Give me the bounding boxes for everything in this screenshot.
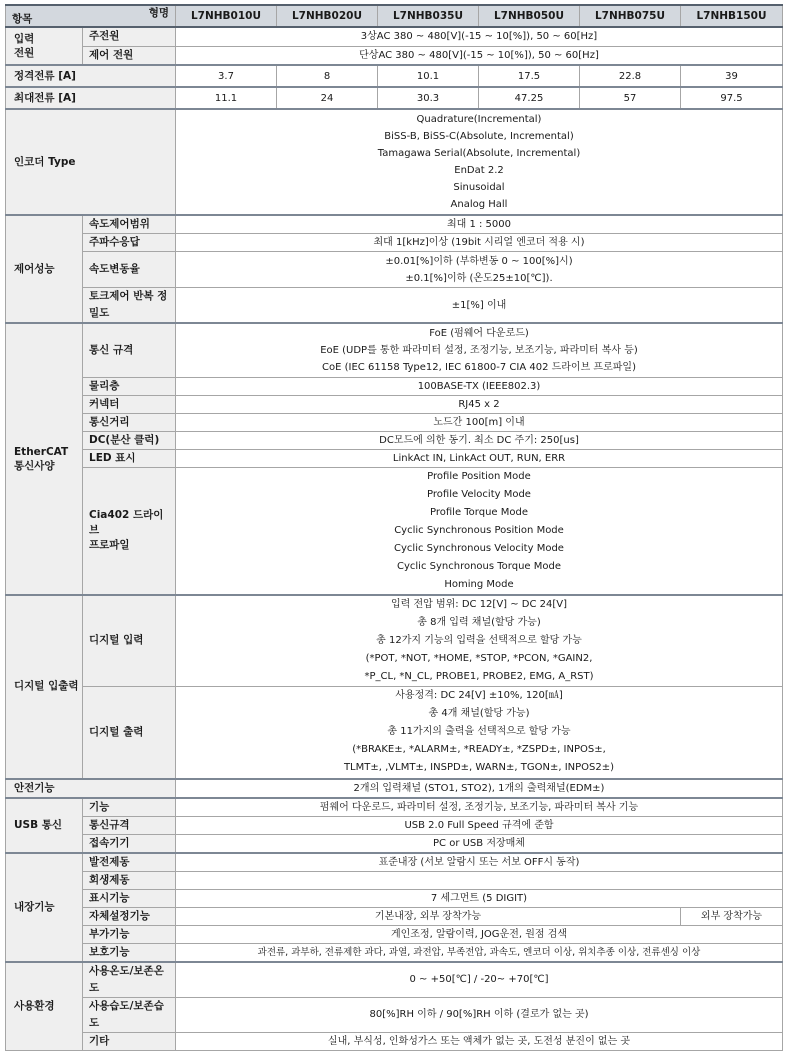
rated-current-label: 정격전류 [A]: [6, 65, 176, 87]
input-power-main-row: [6, 27, 783, 46]
dynamic-brake-label: 발전제동: [83, 853, 176, 872]
builtin-label: 내장기능: [6, 853, 83, 962]
self-setting-value: 기본내장, 외부 장착가능: [176, 907, 681, 925]
speed-variation-line: ±0.1[%]이하 (온도25±10[℃]).: [405, 272, 553, 284]
speed-variation-row: [6, 252, 783, 288]
digital-output-line: 사용정격: DC 24[V] ±10%, 120[㎃]: [395, 690, 563, 702]
max-current-row: [6, 87, 783, 109]
temperature-label: 사용온도/보존온도: [83, 962, 176, 998]
main-power-label: 주전원: [83, 27, 176, 46]
rated-current-value: 8: [277, 65, 378, 87]
comm-distance-value: 노드간 100[m] 이내: [176, 413, 783, 431]
led-value: LinkAct IN, LinkAct OUT, RUN, ERR: [176, 449, 783, 467]
cia402-mode: Cyclic Synchronous Velocity Mode: [394, 542, 564, 554]
humidity-value: 80[%]RH 이하 / 90[%]RH 이하 (결로가 없는 곳): [176, 997, 783, 1032]
additional-label: 부가기능: [83, 925, 176, 943]
self-setting-label: 자체설정기능: [83, 907, 176, 925]
control-power-value: 단상AC 380 ~ 480[V](-15 ~ 10[%]), 50 ~ 60[Hz]: [176, 46, 783, 65]
usb-label: USB 통신: [6, 798, 83, 853]
digital-input-label: 디지털 입력: [83, 595, 176, 687]
digital-output-line: TLMT±, ,VLMT±, INSPD±, WARN±, TGON±, INPOS2±): [343, 762, 615, 774]
comm-standard-line: CoE (IEC 61158 Type12, IEC 61800-7 CIA 402 드라이브 프로파일): [322, 361, 636, 373]
digital-input-line: 총 8개 입력 채널(할당 가능): [417, 616, 541, 628]
model-name: L7NHB150U: [681, 5, 783, 27]
digital-output-line: 총 4개 채널(할당 가능): [428, 708, 530, 720]
speed-range-row: [6, 215, 783, 234]
speed-range-label: 속도제어범위: [83, 215, 176, 234]
display-value: 7 세그먼트 (5 DIGIT): [176, 889, 783, 907]
speed-range-value: 최대 1 : 5000: [176, 215, 783, 234]
display-label: 표시기능: [83, 889, 176, 907]
safety-row: [6, 779, 783, 798]
cia402-label: Cia402 드라이브 프로파일: [83, 467, 176, 595]
comm-standard-line: FoE (펌웨어 다운로드): [429, 327, 529, 339]
usb-device-label: 접속기기: [83, 834, 176, 853]
digital-output-value: [176, 687, 783, 779]
spec-table: [5, 4, 783, 1051]
other-row: [6, 1032, 783, 1050]
other-value: 실내, 부식성, 인화성가스 또는 액체가 없는 곳, 도전성 분진이 없는 곳: [176, 1032, 783, 1050]
cia402-mode: Homing Mode: [444, 578, 514, 590]
usb-standard-value: USB 2.0 Full Speed 규격에 준함: [176, 816, 783, 834]
rated-current-value: 22.8: [580, 65, 681, 87]
usb-device-value: PC or USB 저장매체: [176, 834, 783, 853]
input-power-label: 입력 전원: [6, 27, 83, 65]
protection-value: 과전류, 과부하, 전류제한 과다, 과열, 과전압, 부족전압, 과속도, 엔코더 이상, 위치추종 이상, 전류센싱 이상: [176, 943, 783, 962]
dynamic-brake-value: 표준내장 (서보 알람시 또는 서보 OFF시 동작): [176, 853, 783, 872]
digital-input-row: [6, 595, 783, 687]
usb-standard-label: 통신규격: [83, 816, 176, 834]
cia402-row: [6, 467, 783, 595]
rated-current-value: 39: [681, 65, 783, 87]
display-row: [6, 889, 783, 907]
self-setting-row: [6, 907, 783, 925]
led-label: LED 표시: [83, 449, 176, 467]
physical-layer-label: 물리층: [83, 377, 176, 395]
protection-label: 보호기능: [83, 943, 176, 962]
speed-variation-line: ±0.01[%]이하 (부하변동 0 ~ 100[%]시): [385, 255, 573, 267]
dc-row: [6, 431, 783, 449]
cia402-mode: Cyclic Synchronous Position Mode: [394, 524, 564, 536]
freq-response-row: [6, 234, 783, 252]
other-label: 기타: [83, 1032, 176, 1050]
freq-response-value: 최대 1[kHz]이상 (19bit 시리얼 엔코더 적용 시): [176, 234, 783, 252]
cia402-mode: Profile Position Mode: [427, 470, 531, 482]
comm-distance-label: 통신거리: [83, 413, 176, 431]
rated-current-value: 17.5: [479, 65, 580, 87]
regen-brake-label: 회생제동: [83, 871, 176, 889]
ethercat-label: EtherCAT 통신사양: [6, 323, 83, 595]
encoder-label: 인코더 Type: [6, 109, 176, 215]
freq-response-label: 주파수응답: [83, 234, 176, 252]
digital-io-label: 디지털 입출력: [6, 595, 83, 779]
encoder-type: Quadrature(Incremental): [416, 114, 542, 125]
dc-label: DC(분산 클럭): [83, 431, 176, 449]
max-current-value: 24: [277, 87, 378, 109]
model-name: L7NHB035U: [378, 5, 479, 27]
input-power-control-row: [6, 46, 783, 65]
dynamic-brake-row: [6, 853, 783, 872]
usb-device-row: [6, 834, 783, 853]
connector-row: [6, 395, 783, 413]
torque-precision-value: ±1[%] 이내: [176, 288, 783, 324]
encoder-type: Analog Hall: [450, 199, 508, 210]
cia402-mode: Profile Velocity Mode: [427, 488, 531, 500]
led-row: [6, 449, 783, 467]
encoder-type: EnDat 2.2: [454, 165, 504, 176]
model-name: L7NHB010U: [176, 5, 277, 27]
encoder-row: [6, 109, 783, 215]
temperature-value: 0 ~ +50[℃] / -20~ +70[℃]: [176, 962, 783, 998]
control-power-label: 제어 전원: [83, 46, 176, 65]
encoder-type: Tamagawa Serial(Absolute, Incremental): [377, 148, 581, 159]
encoder-type: Sinusoidal: [453, 182, 505, 193]
header-diagonal-cell: [6, 5, 176, 27]
max-current-value: 97.5: [681, 87, 783, 109]
usb-standard-row: [6, 816, 783, 834]
environment-label: 사용환경: [6, 962, 83, 1051]
digital-input-line: 총 12가지 기능의 입력을 선택적으로 할당 가능: [376, 634, 582, 646]
encoder-value: [176, 109, 783, 215]
digital-input-line: 입력 전압 범위: DC 12[V] ~ DC 24[V]: [390, 598, 568, 610]
torque-precision-label: 토크제어 반복 정밀도: [83, 288, 176, 324]
physical-layer-row: [6, 377, 783, 395]
regen-brake-row: [6, 871, 783, 889]
digital-input-line: *P_CL, *N_CL, PROBE1, PROBE2, EMG, A_RST): [364, 670, 594, 682]
speed-variation-label: 속도변동율: [83, 252, 176, 288]
model-label: 형명: [148, 7, 169, 19]
rated-current-row: [6, 65, 783, 87]
max-current-value: 30.3: [378, 87, 479, 109]
comm-standard-line: EoE (UDP를 통한 파라미터 설정, 조정기능, 보조기능, 파라미터 복사 등): [320, 344, 638, 356]
model-name: L7NHB050U: [479, 5, 580, 27]
digital-output-row: [6, 687, 783, 779]
item-label: 항목: [12, 13, 33, 25]
comm-distance-row: [6, 413, 783, 431]
physical-layer-value: 100BASE-TX (IEEE802.3): [176, 377, 783, 395]
humidity-label: 사용습도/보존습도: [83, 997, 176, 1032]
additional-value: 게인조정, 알람이력, JOG운전, 원점 검색: [176, 925, 783, 943]
model-name: L7NHB020U: [277, 5, 378, 27]
rated-current-value: 3.7: [176, 65, 277, 87]
max-current-label: 최대전류 [A]: [6, 87, 176, 109]
safety-label: 안전기능: [6, 779, 176, 798]
digital-input-value: [176, 595, 783, 687]
connector-value: RJ45 x 2: [176, 395, 783, 413]
regen-brake-value: [176, 871, 783, 889]
self-setting-value-150: 외부 장착가능: [681, 907, 783, 925]
digital-output-line: (*BRAKE±, *ALARM±, *READY±, *ZSPD±, INPOS±,: [352, 744, 606, 756]
max-current-value: 47.25: [479, 87, 580, 109]
max-current-value: 11.1: [176, 87, 277, 109]
model-name: L7NHB075U: [580, 5, 681, 27]
cia402-mode: Profile Torque Mode: [430, 506, 528, 518]
usb-function-label: 기능: [83, 798, 176, 817]
encoder-type: BiSS-B, BiSS-C(Absolute, Incremental): [384, 131, 574, 142]
comm-standard-label: 통신 규격: [83, 323, 176, 377]
protection-row: [6, 943, 783, 962]
comm-standard-value: [176, 323, 783, 377]
cia402-value: [176, 467, 783, 595]
usb-function-value: 펌웨어 다운로드, 파라미터 설정, 조정기능, 보조기능, 파라미터 복사 기능: [176, 798, 783, 817]
cia402-mode: Cyclic Synchronous Torque Mode: [397, 560, 561, 572]
max-current-value: 57: [580, 87, 681, 109]
additional-row: [6, 925, 783, 943]
digital-output-label: 디지털 출력: [83, 687, 176, 779]
connector-label: 커넥터: [83, 395, 176, 413]
safety-value: 2개의 입력채널 (STO1, STO2), 1개의 출력채널(EDM±): [176, 779, 783, 798]
usb-function-row: [6, 798, 783, 817]
comm-standard-row: [6, 323, 783, 377]
header-row: [6, 5, 783, 27]
speed-variation-value: [176, 252, 783, 288]
digital-input-line: (*POT, *NOT, *HOME, *STOP, *PCON, *GAIN2,: [365, 652, 593, 664]
control-performance-label: 제어성능: [6, 215, 83, 323]
temperature-row: [6, 962, 783, 998]
rated-current-value: 10.1: [378, 65, 479, 87]
main-power-value: 3상AC 380 ~ 480[V](-15 ~ 10[%]), 50 ~ 60[Hz]: [176, 27, 783, 46]
humidity-row: [6, 997, 783, 1032]
dc-value: DC모드에 의한 동기. 최소 DC 주기: 250[us]: [176, 431, 783, 449]
torque-precision-row: [6, 288, 783, 324]
digital-output-line: 총 11가지의 출력을 선택적으로 할당 가능: [387, 726, 571, 738]
